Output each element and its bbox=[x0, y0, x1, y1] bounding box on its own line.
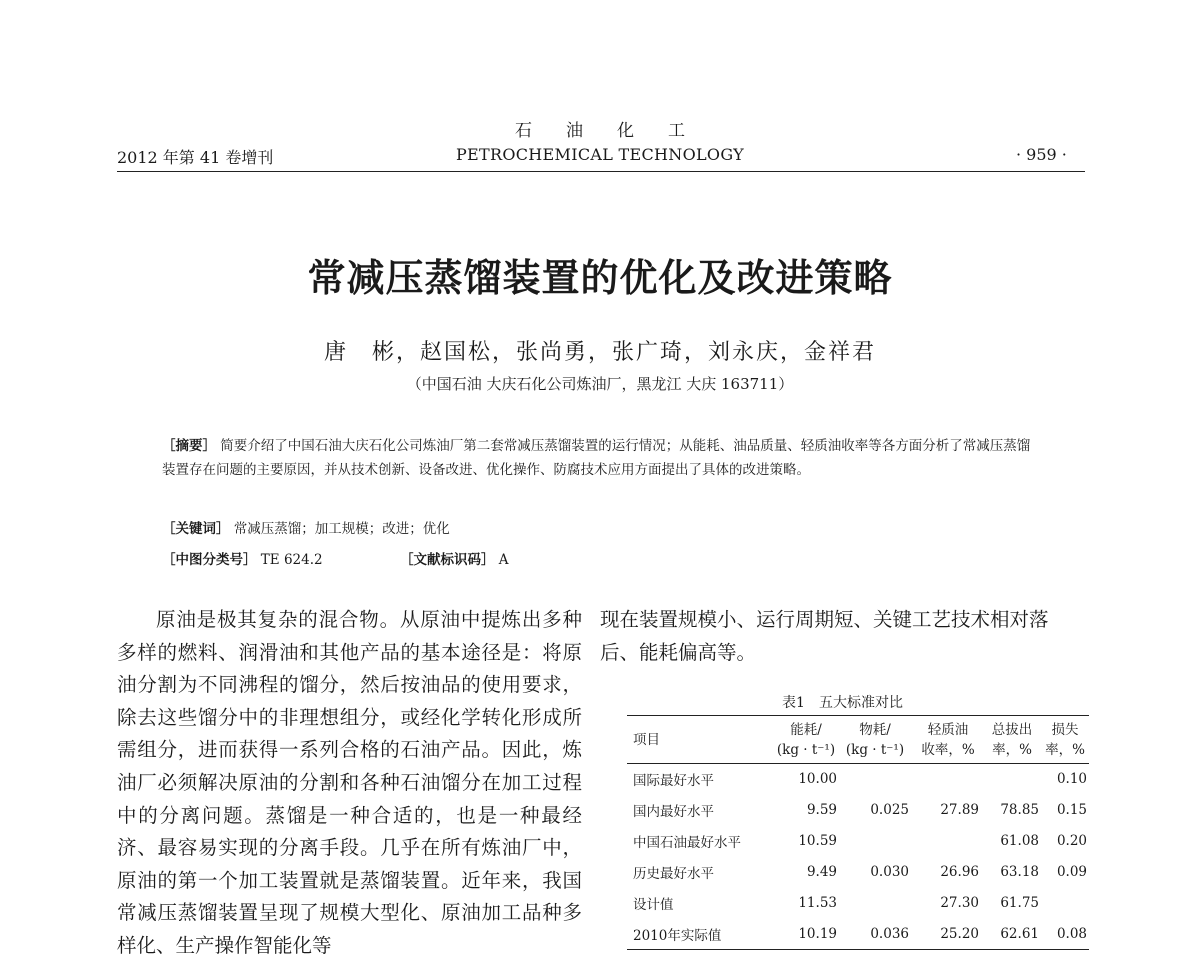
table-cell: 25.20 bbox=[917, 919, 985, 950]
journal-title-cn: 石油化工 bbox=[515, 121, 719, 141]
table-cell bbox=[985, 764, 1043, 795]
table-header-cell: 项目 bbox=[627, 716, 775, 764]
table-cell bbox=[917, 826, 985, 857]
table-cell: 9.49 bbox=[806, 864, 837, 880]
table-cell: 62.61 bbox=[985, 919, 1043, 950]
table-cell bbox=[1043, 888, 1089, 919]
header-text: 能耗/ (kg · t⁻¹) bbox=[776, 722, 836, 758]
table-caption: 表1 五大标准对比 bbox=[782, 695, 903, 711]
classification-number: TE 624.2 bbox=[260, 552, 323, 568]
table-row bbox=[627, 764, 1089, 795]
header-text: 轻质油 收率，% bbox=[921, 722, 975, 758]
table-cell: 61.75 bbox=[1000, 895, 1039, 911]
table-cell: 0.025 bbox=[870, 802, 909, 818]
table-cell: 国际最好水平 bbox=[633, 773, 714, 790]
table-cell: 10.19 bbox=[775, 919, 841, 950]
table-cell: 历史最好水平 bbox=[633, 866, 714, 882]
table-header-cell bbox=[985, 716, 1043, 764]
table-header-row bbox=[627, 716, 1089, 764]
table-cell: 78.85 bbox=[1000, 802, 1039, 818]
table-cell: 0.20 bbox=[1056, 833, 1087, 849]
table-cell: 0.10 bbox=[1056, 771, 1087, 788]
affiliation: （中国石油 大庆石化公司炼油厂，黑龙江 大庆 163711） bbox=[406, 375, 794, 393]
table-row bbox=[627, 795, 1089, 826]
table-cell: 9.59 bbox=[806, 802, 837, 818]
abstract-text: 简要介绍了中国石油大庆石化公司炼油厂第二套常减压蒸馏装置的运行情况；从能耗、油品质量、轻质油收率等各方面分析了常减压蒸馏装置存在问题的主要原因，并从技术创新、设备改进、优化操作、防腐技术应用方面提出了具体的改进策略。 bbox=[162, 438, 1031, 478]
header-text: 损失 率，% bbox=[1045, 722, 1085, 758]
table-cell: 10.00 bbox=[798, 771, 837, 788]
table-cell: 0.030 bbox=[870, 864, 909, 880]
table-header-cell bbox=[775, 716, 841, 764]
page-number: · 959 · bbox=[1016, 145, 1067, 164]
document-code bbox=[400, 548, 509, 568]
document-code-value: A bbox=[498, 552, 509, 568]
header-text: 总拔出 率，% bbox=[991, 722, 1033, 758]
classification-label: ［中图分类号］ bbox=[162, 552, 257, 568]
body-column-right: 现在装置规模小、运行周期短、关键工艺技术相对落后、能耗偏高等。 bbox=[600, 608, 1049, 664]
article-title: 常减压蒸馏装置的优化及改进策略 bbox=[307, 256, 893, 300]
keywords bbox=[162, 517, 450, 537]
header-text: 物耗/ (kg · t⁻¹) bbox=[845, 722, 905, 758]
author-list: 唐 彬，赵国松，张尚勇，张广琦，刘永庆，金祥君 bbox=[323, 340, 876, 365]
table-cell bbox=[841, 826, 917, 857]
abstract bbox=[162, 434, 1040, 482]
table-cell: 0.036 bbox=[841, 919, 917, 950]
abstract-label: ［摘要］ bbox=[162, 438, 216, 454]
table-row bbox=[627, 857, 1089, 888]
keywords-label: ［关键词］ bbox=[162, 521, 230, 537]
table-cell: 国内最好水平 bbox=[633, 804, 714, 820]
table-cell bbox=[841, 888, 917, 919]
table-row bbox=[627, 919, 1089, 950]
table-cell: 10.59 bbox=[798, 833, 837, 849]
table-cell: 0.15 bbox=[1056, 802, 1087, 818]
document-code-label: ［文献标识码］ bbox=[400, 552, 495, 568]
table-header-cell bbox=[1043, 716, 1089, 764]
table-header-cell bbox=[917, 716, 985, 764]
table-row bbox=[627, 826, 1089, 857]
table-header-cell bbox=[841, 716, 917, 764]
table-cell: 26.96 bbox=[940, 864, 979, 880]
table-row bbox=[627, 888, 1089, 919]
issue-info: 2012 年第 41 卷增刊 bbox=[117, 148, 274, 167]
table-cell: 27.30 bbox=[940, 895, 979, 911]
header-divider bbox=[117, 171, 1085, 172]
comparison-table bbox=[627, 715, 1089, 950]
table-cell: 27.89 bbox=[940, 802, 979, 818]
table-cell bbox=[841, 764, 917, 795]
classification bbox=[162, 548, 323, 568]
table-cell: 0.09 bbox=[1056, 864, 1087, 880]
table-cell: 2010年实际值 bbox=[627, 919, 775, 950]
table-cell: 63.18 bbox=[1000, 864, 1039, 880]
table-cell: 0.08 bbox=[1043, 919, 1089, 950]
keywords-text: 常减压蒸馏；加工规模；改进；优化 bbox=[233, 521, 450, 537]
table-cell: 61.08 bbox=[1000, 833, 1039, 849]
table-cell: 11.53 bbox=[798, 895, 837, 911]
table-cell bbox=[917, 764, 985, 795]
table-cell: 设计值 bbox=[633, 897, 674, 913]
journal-title-en: PETROCHEMICAL TECHNOLOGY bbox=[455, 145, 745, 164]
body-column-left: 原油是极其复杂的混合物。从原油中提炼出多种多样的燃料、润滑油和其他产品的基本途径是：将原油分割为不同沸程的馏分，然后按油品的使用要求，除去这些馏分中的非理想组分，或经化学转化形成所需组分，进而获得一系列合格的石油产品。因此，炼油厂必须解决原油的分割和各种石油馏分在加工过程中的分离问题。蒸馏是一种合适的，也是一种最经济、最容易实现的分离手段。几乎在所有炼油厂中，原油的第一个加工装置就是蒸馏装置。近年来，我国常减压蒸馏装置呈现了规模大型化、原油加工品种多样化、生产操作智能化等 bbox=[117, 608, 582, 957]
table-cell: 中国石油最好水平 bbox=[633, 835, 741, 851]
